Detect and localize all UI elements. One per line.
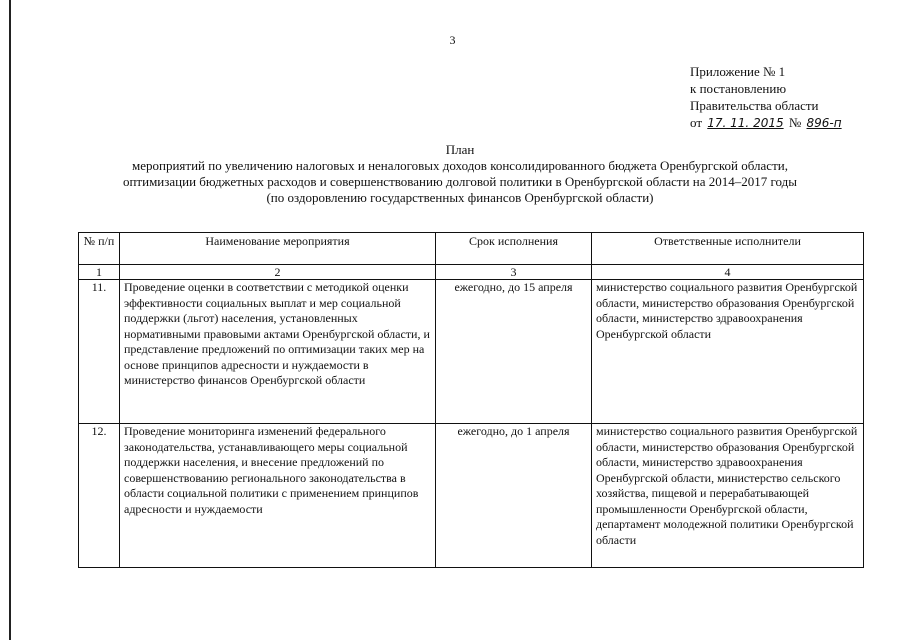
table-row <box>79 280 864 424</box>
appendix-line-1: Приложение № 1 <box>690 64 786 79</box>
plan-header <box>60 142 860 206</box>
appendix-date-line <box>690 114 844 132</box>
row-deadline: ежегодно, до 1 апреля <box>436 424 592 568</box>
table-index-row <box>79 265 864 280</box>
page-number: 3 <box>449 33 456 47</box>
header-num: № п/п <box>79 233 120 265</box>
handwritten-number: 896-п <box>806 116 842 130</box>
index-cell: 1 <box>79 265 120 280</box>
row-num: 12. <box>79 424 120 568</box>
row-responsible: министерство социального развития Оренбургской области, министерство образования Оренбургской области, министерство здравоохранения Оренбургской области, министерство сельского хозяйства, пищевой и перерабатывающей промышленности Оренбургской области, департамент молодежной политики Оренбургской области <box>592 424 864 568</box>
appendix-line-2: к постановлению <box>690 81 787 96</box>
number-prefix: № <box>788 115 802 130</box>
plan-line-2: оптимизации бюджетных расходов и совершенствованию долговой политики в Оренбургской области на 2014–2017 годы <box>122 174 798 189</box>
handwritten-date: 17. 11. 2015 <box>707 116 784 130</box>
scan-edge-line <box>9 0 11 640</box>
plan-title: План <box>445 142 475 157</box>
appendix-block <box>690 63 844 132</box>
appendix-line-3: Правительства области <box>690 98 819 113</box>
index-cell: 3 <box>436 265 592 280</box>
row-name: Проведение оценки в соответствии с методикой оценки эффективности социальных выплат и мер социальной поддержки (льгот) населения, установленных нормативными правовыми актами Оренбургской области, и представление предложений по оптимизации таких мер на основе принципов адресности и нуждаемости в министерство финансов Оренбургской области <box>120 280 436 424</box>
header-deadline: Срок исполнения <box>436 233 592 265</box>
plan-line-1: мероприятий по увеличению налоговых и неналоговых доходов консолидированного бюджета Оренбургской области, <box>132 158 788 173</box>
index-cell: 2 <box>120 265 436 280</box>
plan-line-3: (по оздоровлению государственных финансов Оренбургской области) <box>266 190 654 205</box>
table-row <box>79 424 864 568</box>
index-cell: 4 <box>592 265 864 280</box>
header-responsible: Ответственные исполнители <box>592 233 864 265</box>
row-responsible: министерство социального развития Оренбургской области, министерство образования Оренбургской области, министерство здравоохранения Оренбургской области <box>592 280 864 424</box>
row-num: 11. <box>79 280 120 424</box>
date-prefix: от <box>690 115 703 130</box>
row-deadline: ежегодно, до 15 апреля <box>436 280 592 424</box>
header-name: Наименование мероприятия <box>120 233 436 265</box>
measures-table <box>78 232 864 568</box>
row-name: Проведение мониторинга изменений федерального законодательства, устанавливающего меры социальной поддержки населения, и внесение предложений по совершенствованию регионального законодательства в области социальной политики с применением принципов адресности и нуждаемости <box>120 424 436 568</box>
table-header-row <box>79 233 864 265</box>
